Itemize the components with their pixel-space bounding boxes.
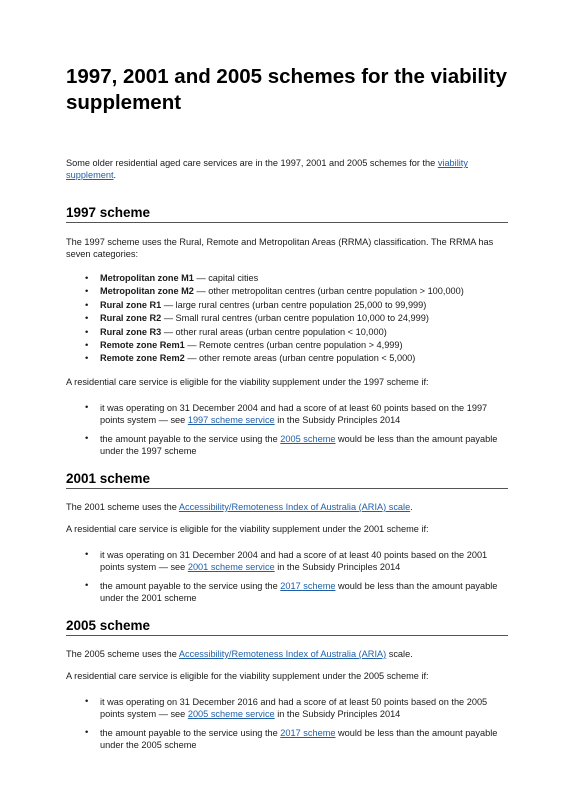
rrma-category-list [66, 272, 508, 366]
2017-scheme-link[interactable]: 2017 scheme [280, 580, 336, 591]
heading-1997-scheme: 1997 scheme [66, 205, 508, 223]
aria-link[interactable]: Accessibility/Remoteness Index of Australia (ARIA) [178, 648, 387, 659]
list-item: • Metropolitan zone M2 — other metropolitan centres (urban centre population > 100,000) [66, 285, 508, 298]
list-item: • Metropolitan zone M1 — capital cities [66, 272, 508, 285]
list-item: • it was operating on 31 December 2004 and had a score of at least 40 points based on the 2001 points system — see 2001 scheme service in the Subsidy Principles 2014 [66, 549, 508, 573]
eligibility-2005: A residential care service is eligible for the viability supplement under the 2005 scheme if: [66, 670, 429, 681]
list-item: • it was operating on 31 December 2004 and had a score of at least 60 points based on the 1997 points system — see 1997 scheme service in the Subsidy Principles 2014 [66, 402, 508, 426]
list-item: • the amount payable to the service using the 2017 scheme would be less than the amount payable under the 2001 scheme [66, 580, 508, 604]
aria-scale-link[interactable]: Accessibility/Remoteness Index of Australia (ARIA) scale [178, 501, 411, 512]
criteria-list-1997 [66, 402, 508, 457]
heading-2005-scheme: 2005 scheme [66, 618, 508, 636]
desc-2005-scheme: The 2005 scheme uses the Accessibility/Remoteness Index of Australia (ARIA) scale. [66, 648, 413, 659]
list-item: • the amount payable to the service using the 2005 scheme would be less than the amount payable under the 1997 scheme [66, 433, 508, 457]
1997-scheme-service-link[interactable]: 1997 scheme service [187, 414, 275, 425]
2005-scheme-service-link[interactable]: 2005 scheme service [187, 708, 275, 719]
viability-supplement-link[interactable]: viability supplement [66, 158, 468, 180]
2017-scheme-link[interactable]: 2017 scheme [280, 727, 336, 738]
heading-2001-scheme: 2001 scheme [66, 471, 508, 489]
criteria-list-2001 [66, 549, 508, 604]
eligibility-2001: A residential care service is eligible for the viability supplement under the 2001 scheme if: [66, 523, 429, 534]
list-item: • Rural zone R1 — large rural centres (urban centre population 25,000 to 99,999) [66, 299, 508, 312]
list-item: • Rural zone R3 — other rural areas (urban centre population < 10,000) [66, 326, 508, 339]
2005-scheme-link[interactable]: 2005 scheme [280, 433, 336, 444]
desc-2001-scheme: The 2001 scheme uses the Accessibility/Remoteness Index of Australia (ARIA) scale. [66, 501, 413, 512]
criteria-list-2005 [66, 696, 508, 751]
2001-scheme-service-link[interactable]: 2001 scheme service [187, 561, 275, 572]
desc-1997-scheme: The 1997 scheme uses the Rural, Remote and Metropolitan Areas (RRMA) classification. The RRMA has seven categories: [66, 237, 494, 259]
list-item: • Remote zone Rem1 — Remote centres (urban centre population > 4,999) [66, 339, 508, 352]
list-item: • the amount payable to the service using the 2017 scheme would be less than the amount payable under the 2005 scheme [66, 727, 508, 751]
list-item: • Remote zone Rem2 — other remote areas (urban centre population < 5,000) [66, 352, 508, 365]
list-item: • it was operating on 31 December 2016 and had a score of at least 50 points based on the 2005 points system — see 2005 scheme service in the Subsidy Principles 2014 [66, 696, 508, 720]
list-item: • Rural zone R2 — Small rural centres (urban centre population 10,000 to 24,999) [66, 312, 508, 325]
intro-paragraph: Some older residential aged care services are in the 1997, 2001 and 2005 schemes for the viability supplement. [66, 158, 468, 180]
page-title: 1997, 2001 and 2005 schemes for the viability supplement [66, 65, 507, 114]
eligibility-1997: A residential care service is eligible for the viability supplement under the 1997 scheme if: [66, 376, 429, 387]
